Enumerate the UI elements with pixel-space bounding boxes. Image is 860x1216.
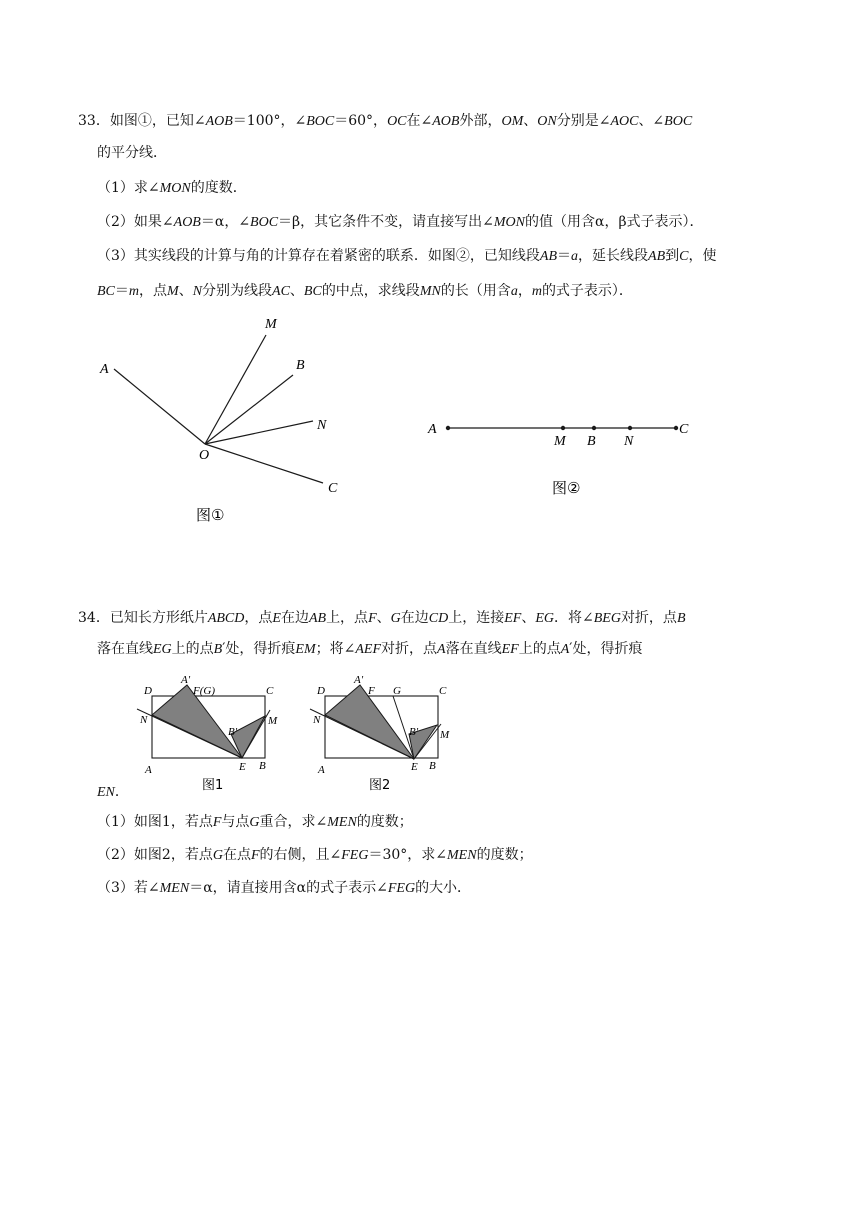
- q34-figure-1: [132, 672, 292, 796]
- math-variable: C: [679, 249, 689, 264]
- math-variable: B: [676, 611, 686, 626]
- text-run: ＝α，∠: [200, 214, 251, 230]
- ray-OB: [205, 375, 293, 444]
- q33-figure-2: [420, 405, 700, 505]
- label-B: B: [296, 358, 305, 373]
- math-variable: BOC: [306, 114, 335, 129]
- math-variable: MN: [419, 284, 441, 299]
- label-B-prime: B′: [409, 726, 419, 738]
- text-run: 上的点: [171, 641, 214, 657]
- point-A: [446, 426, 450, 430]
- label-N: N: [140, 714, 148, 726]
- text-run: 、: [289, 283, 304, 299]
- label-D: D: [317, 685, 325, 697]
- math-variable: B: [213, 642, 223, 657]
- point-B: [592, 426, 596, 430]
- text-run: 如图①，已知∠: [109, 113, 206, 129]
- math-variable: AOB: [205, 114, 233, 129]
- q33-stem-line2: [97, 143, 167, 163]
- math-variable: F: [212, 815, 222, 830]
- q33-part1: [97, 178, 247, 199]
- math-variable: m: [128, 284, 140, 299]
- q33-figure-1: [90, 305, 360, 535]
- text-run: 在点: [222, 847, 251, 863]
- math-variable: MON: [159, 181, 191, 196]
- q33-number: 33．: [78, 113, 110, 129]
- text-run: 与点: [221, 814, 250, 830]
- q34-part1: [97, 812, 413, 833]
- math-variable: ON: [537, 114, 557, 129]
- ray-ON: [205, 421, 313, 444]
- text-run: ′处，得折痕: [222, 641, 296, 657]
- text-run: ，点: [244, 610, 273, 626]
- label-A: A: [318, 764, 325, 776]
- math-variable: MEN: [327, 815, 357, 830]
- q33-part2: [97, 212, 704, 233]
- text-run: 、: [521, 610, 536, 626]
- text-run: 的中点，求线段: [321, 283, 420, 299]
- point-M: [561, 426, 565, 430]
- text-run: （3）其实线段的计算与角的计算存在着紧密的联系．如图②，已知线段: [97, 248, 540, 264]
- math-variable: MON: [493, 215, 525, 230]
- q34-part3: [97, 878, 471, 899]
- q34-part2: [97, 845, 533, 866]
- math-variable: ABCD: [207, 611, 245, 626]
- math-variable: a: [510, 284, 518, 299]
- label-E: E: [239, 761, 246, 773]
- point-C: [674, 426, 678, 430]
- math-variable: m: [531, 284, 542, 299]
- math-variable: AEF: [355, 642, 382, 657]
- q34-stem-line3: [97, 782, 129, 803]
- math-variable: MEN: [159, 881, 190, 896]
- text-run: 外部，: [459, 113, 502, 129]
- label-M: M: [440, 729, 450, 741]
- text-run: ＝: [114, 283, 129, 299]
- q34-stem-line2: [97, 639, 642, 660]
- label-F: F: [368, 685, 375, 697]
- text-run: 上，点: [326, 610, 369, 626]
- text-run: 的平分线．: [97, 145, 167, 161]
- label-M: M: [265, 317, 277, 332]
- label-B: B: [429, 760, 436, 772]
- math-variable: F: [368, 611, 377, 626]
- math-variable: AB: [539, 249, 558, 264]
- q34-figure-2: [305, 672, 465, 796]
- label-N: N: [313, 714, 321, 726]
- text-run: 的度数．: [190, 180, 247, 196]
- label-A: A: [145, 764, 152, 776]
- text-run: 分别是∠: [556, 113, 611, 129]
- text-run: 重合，求∠: [259, 814, 328, 830]
- q33-stem-line1: [110, 113, 692, 129]
- text-run: ＝: [557, 248, 572, 264]
- label-A-prime: A′: [181, 674, 191, 686]
- math-variable: BC: [303, 284, 322, 299]
- math-variable: FEG: [341, 848, 369, 863]
- math-variable: AOB: [432, 114, 460, 129]
- math-variable: EF: [501, 642, 519, 657]
- math-variable: G: [212, 848, 223, 863]
- math-variable: G: [249, 815, 260, 830]
- math-variable: EM: [295, 642, 316, 657]
- text-run: 分别为线段: [202, 283, 273, 299]
- label-A-prime: A′: [354, 674, 364, 686]
- label-M: M: [554, 434, 566, 449]
- text-run: ．将∠: [553, 610, 594, 626]
- ray-OM: [205, 335, 266, 444]
- math-variable: G: [390, 611, 401, 626]
- ray-OC: [205, 444, 323, 483]
- text-run: ＝60°，: [334, 113, 388, 129]
- text-run: 的大小．: [415, 880, 472, 896]
- math-variable: A: [437, 642, 446, 657]
- ray-OA: [114, 369, 205, 444]
- text-run: 上，连接: [448, 610, 505, 626]
- label-C: C: [328, 481, 338, 496]
- q34-number: 34．: [78, 610, 110, 626]
- text-run: 、: [523, 113, 538, 129]
- label-O: O: [199, 448, 210, 463]
- text-run: 的右侧，且∠: [259, 847, 342, 863]
- text-run: ＝α，请直接用含α的式子表示∠: [189, 880, 388, 896]
- q34-stem-line1: [110, 610, 686, 626]
- math-variable: F: [250, 848, 260, 863]
- label-N: N: [624, 434, 634, 449]
- text-run: （3）若∠: [97, 880, 160, 896]
- math-variable: BEG: [593, 611, 621, 626]
- text-run: ；将∠: [315, 641, 356, 657]
- math-variable: OC: [387, 114, 407, 129]
- point-N: [628, 426, 632, 430]
- label-C: C: [266, 685, 274, 697]
- math-variable: AC: [272, 284, 290, 299]
- label-C: C: [679, 422, 689, 437]
- label-B: B: [259, 760, 266, 772]
- text-run: ′处，得折痕: [569, 641, 643, 657]
- math-variable: BOC: [250, 215, 279, 230]
- math-variable: A: [560, 642, 570, 657]
- text-run: 的度数；: [356, 814, 413, 830]
- math-variable: AB: [308, 611, 327, 626]
- text-run: 对折，点: [381, 641, 438, 657]
- text-run: 的度数；: [476, 847, 533, 863]
- label-M: M: [268, 715, 278, 727]
- text-run: ．: [114, 784, 129, 800]
- text-run: ，: [517, 283, 532, 299]
- text-run: 在边: [400, 610, 429, 626]
- math-variable: EG: [153, 642, 172, 657]
- text-run: ＝β，其它条件不变，请直接写出∠: [278, 214, 494, 230]
- fig2-caption: 图②: [552, 479, 581, 497]
- math-variable: a: [571, 249, 579, 264]
- text-run: 、: [376, 610, 391, 626]
- label-B: B: [587, 434, 596, 449]
- text-run: （1）求∠: [97, 180, 160, 196]
- text-run: 、∠: [638, 113, 665, 129]
- q33-part3-line2: [97, 281, 633, 302]
- math-variable: AB: [648, 249, 666, 264]
- math-variable: AOC: [610, 114, 639, 129]
- text-run: （2）如果∠: [97, 214, 174, 230]
- math-variable: EG: [535, 611, 554, 626]
- fig1-caption: 图1: [202, 778, 224, 793]
- label-A: A: [428, 422, 437, 437]
- math-variable: N: [192, 284, 203, 299]
- text-run: ＝100°，∠: [232, 113, 307, 129]
- label-C: C: [439, 685, 447, 697]
- math-variable: AOB: [173, 215, 201, 230]
- label-E: E: [411, 761, 418, 773]
- text-run: 的长（用含: [440, 283, 511, 299]
- text-run: （1）如图1，若点: [97, 814, 213, 830]
- text-run: 的值（用含α，β式子表示）．: [525, 214, 704, 230]
- text-run: 对折，点: [620, 610, 677, 626]
- text-run: （2）如图2，若点: [97, 847, 213, 863]
- label-N: N: [317, 418, 327, 433]
- math-variable: E: [272, 611, 281, 626]
- math-variable: MEN: [447, 848, 477, 863]
- text-run: ，使: [688, 248, 717, 264]
- text-run: 已知长方形纸片: [109, 610, 208, 626]
- label-B-prime: B′: [228, 726, 238, 738]
- text-run: ，延长线段: [578, 248, 649, 264]
- math-variable: BOC: [664, 114, 693, 129]
- label-A: A: [100, 362, 109, 377]
- text-run: ，点: [139, 283, 168, 299]
- label-F-G: F(G): [193, 685, 215, 697]
- math-variable: OM: [501, 114, 524, 129]
- label-G: G: [393, 685, 401, 697]
- math-variable: EF: [504, 611, 522, 626]
- text-run: ＝30°，求∠: [368, 847, 448, 863]
- text-run: 在边: [280, 610, 309, 626]
- text-run: 落在直线: [97, 641, 153, 657]
- text-run: 落在直线: [445, 641, 502, 657]
- fig1-caption: 图①: [196, 506, 225, 524]
- math-variable: EN: [97, 785, 115, 800]
- math-variable: BC: [97, 284, 115, 299]
- text-run: 的式子表示）．: [541, 283, 633, 299]
- label-D: D: [144, 685, 152, 697]
- math-variable: FEG: [387, 881, 416, 896]
- text-run: 上的点: [518, 641, 561, 657]
- text-run: 、: [178, 283, 193, 299]
- fig2-caption: 图2: [369, 778, 391, 793]
- q33-part3-line1: [97, 246, 716, 267]
- math-variable: CD: [428, 611, 449, 626]
- text-run: 到: [665, 248, 680, 264]
- math-variable: M: [167, 284, 179, 299]
- text-run: 在∠: [406, 113, 433, 129]
